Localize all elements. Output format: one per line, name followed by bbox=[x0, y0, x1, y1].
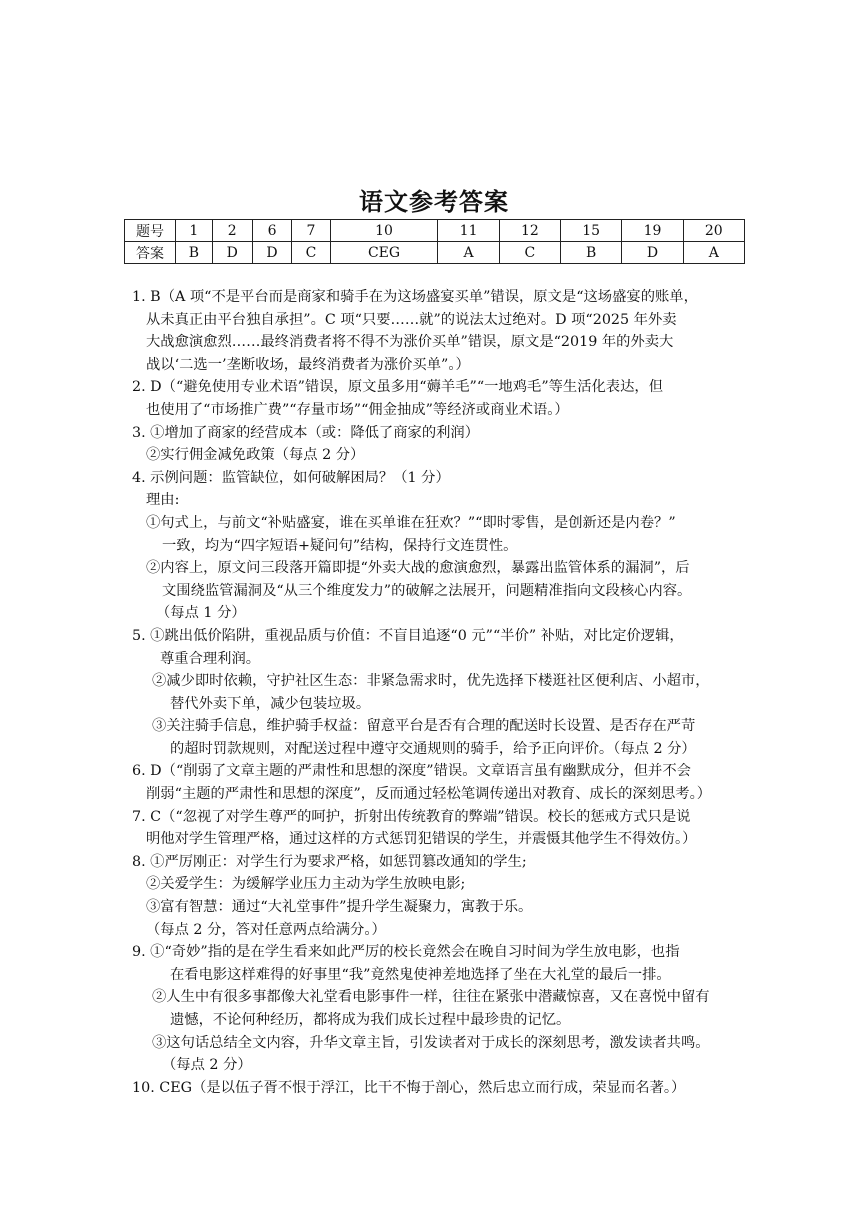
question-number-row bbox=[125, 220, 745, 242]
answer-cell: A bbox=[683, 242, 744, 264]
text-line: 替代外卖下单，减少包装垃圾。 bbox=[170, 695, 371, 712]
question-number: 19 bbox=[622, 220, 683, 242]
score-note: （每点 1 分） bbox=[156, 605, 246, 622]
answer-cell: D bbox=[212, 242, 252, 264]
text-line: 3. ①增加了商家的经营成本（或：降低了商家的利润） bbox=[132, 424, 480, 441]
question-number: 2 bbox=[212, 220, 252, 242]
question-number: 1 bbox=[176, 220, 213, 242]
answer-row bbox=[125, 242, 745, 264]
text-line: 6. D（“削弱了文章主题的严肃性和思想的深度”错误。文章语言虽有幽默成分，但并不会 bbox=[132, 763, 691, 780]
text-line: ②实行佣金减免政策（每点 2 分） bbox=[146, 447, 365, 464]
question-number: 12 bbox=[499, 220, 560, 242]
text-line: 8. ①严厉刚正：对学生行为要求严格，如惩罚篡改通知的学生; bbox=[132, 853, 527, 870]
question-number: 6 bbox=[252, 220, 292, 242]
text-line: 在看电影这样难得的好事里“我”竟然鬼使神差地选择了坐在大礼堂的最后一排。 bbox=[170, 966, 671, 983]
question-number: 7 bbox=[292, 220, 330, 242]
answer-cell: A bbox=[438, 242, 499, 264]
text-line: ②减少即时依赖，守护社区生态：非紧急需求时，优先选择下楼逛社区便利店、小超市， bbox=[152, 673, 710, 690]
answer-item-1 bbox=[132, 286, 744, 376]
text-line: ①句式上，与前文“补贴盛宴，谁在买单谁在狂欢？”“即时零售，是创新还是内卷？” bbox=[146, 514, 676, 531]
text-line: 10. CEG（是以伍子胥不恨于浮江，比干不悔于剖心，然后忠立而行成，荣显而名著。） bbox=[132, 1079, 686, 1096]
text-line: ②关爱学生：为缓解学业压力主动为学生放映电影; bbox=[146, 876, 466, 893]
text-line: ②人生中有很多事都像大礼堂看电影事件一样，往往在紧张中潜藏惊喜，又在喜悦中留有 bbox=[152, 989, 710, 1006]
text-line: ③这句话总结全文内容，升华文章主旨，引发读者对于成长的深刻思考，激发读者共鸣。 bbox=[152, 1034, 710, 1051]
answer-cell: D bbox=[252, 242, 292, 264]
question-number: 20 bbox=[683, 220, 744, 242]
score-note: （每点 2 分，答对任意两点给满分。） bbox=[146, 921, 386, 938]
answer-item-6 bbox=[132, 760, 744, 805]
score-note: （每点 2 分） bbox=[162, 1057, 252, 1074]
text-line: 4. 示例问题：监管缺位，如何破解困局？（1 分） bbox=[132, 469, 450, 486]
text-line: 明他对学生管理严格，通过这样的方式惩罚犯错误的学生，并震慑其他学生不得效仿。） bbox=[146, 831, 697, 848]
answer-cell: D bbox=[622, 242, 683, 264]
text-line: ③富有智慧：通过“大礼堂事件”提升学生凝聚力，寓教于乐。 bbox=[146, 899, 533, 916]
answer-item-4 bbox=[132, 467, 744, 625]
text-line: 的超时罚款规则，对配送过程中遵守交通规则的骑手，给予正向评价。（每点 2 分） bbox=[170, 740, 696, 757]
row-header: 题号 bbox=[125, 220, 176, 242]
question-number: 15 bbox=[561, 220, 622, 242]
answer-cell: C bbox=[292, 242, 330, 264]
text-line: 从未真正由平台独自承担”。C 项“只要……就”的说法太过绝对。D 项“2025 年外卖 bbox=[146, 311, 677, 328]
text-line: 7. C（“忽视了对学生尊严的呵护，折射出传统教育的弊端”错误。校长的惩戒方式只是说 bbox=[132, 808, 691, 825]
text-line: 尊重合理利润。 bbox=[160, 650, 261, 667]
answer-table bbox=[124, 219, 745, 264]
row-header: 答案 bbox=[125, 242, 176, 264]
text-line: 遗憾，不论何种经历，都将成为我们成长过程中最珍贵的记忆。 bbox=[170, 1012, 571, 1028]
answer-cell: B bbox=[561, 242, 622, 264]
text-line: 5. ①跳出低价陷阱，重视品质与价值：不盲目追逐“0 元”“半价” 补贴，对比定价逻辑， bbox=[132, 627, 684, 644]
text-line: 削弱“主题的严肃性和思想的深度”，反而通过轻松笔调传递出对教育、成长的深刻思考。） bbox=[146, 786, 712, 803]
text-line: 大战愈演愈烈……最终消费者将不得不为涨价买单”错误，原文是“2019 年的外卖大 bbox=[146, 334, 674, 351]
text-line: 文围绕监管漏洞及“从三个维度发力”的破解之法展开，问题精准指向文段核心内容。 bbox=[162, 582, 692, 599]
answer-item-3 bbox=[132, 422, 744, 467]
text-line: 也使用了“市场推广费”“存量市场”“佣金抽成”等经济或商业术语。） bbox=[146, 401, 569, 418]
answer-cell: C bbox=[499, 242, 560, 264]
text-line: ②内容上，原文问三段落开篇即提“外卖大战的愈演愈烈，暴露出监管体系的漏洞”，后 bbox=[146, 560, 690, 577]
question-number: 10 bbox=[330, 220, 438, 242]
page-title: 语文参考答案 bbox=[359, 187, 509, 216]
answer-cell: B bbox=[176, 242, 213, 264]
answer-item-2 bbox=[132, 376, 744, 421]
text-line: 战以‘二选一’垄断收场，最终消费者为涨价买单”。） bbox=[146, 356, 470, 373]
answer-item-5 bbox=[132, 625, 744, 761]
text-line: 9. ①“奇妙”指的是在学生看来如此严厉的校长竟然会在晚自习时间为学生放电影，也指 bbox=[132, 944, 680, 961]
question-number: 11 bbox=[438, 220, 499, 242]
text-line: 一致，均为“四字短语+疑问句”结构，保持行文连贯性。 bbox=[162, 537, 518, 554]
text-line: 1. B（A 项“不是平台而是商家和骑手在为这场盛宴买单”错误，原文是“这场盛宴的账单， bbox=[132, 289, 698, 305]
answer-cell: CEG bbox=[330, 242, 438, 264]
text-line: 2. D（“避免使用专业术语”错误，原文虽多用“薅羊毛”“一地鸡毛”等生活化表达，但 bbox=[132, 379, 663, 396]
answer-item-7 bbox=[132, 806, 744, 851]
answer-item-9 bbox=[132, 941, 744, 1077]
text-line: 理由: bbox=[146, 492, 180, 509]
answer-explanations bbox=[132, 286, 744, 1099]
text-line: ③关注骑手信息，维护骑手权益：留意平台是否有合理的配送时长设置、是否存在严苛 bbox=[152, 718, 696, 735]
answer-item-8 bbox=[132, 851, 744, 941]
answer-item-10 bbox=[132, 1077, 744, 1100]
